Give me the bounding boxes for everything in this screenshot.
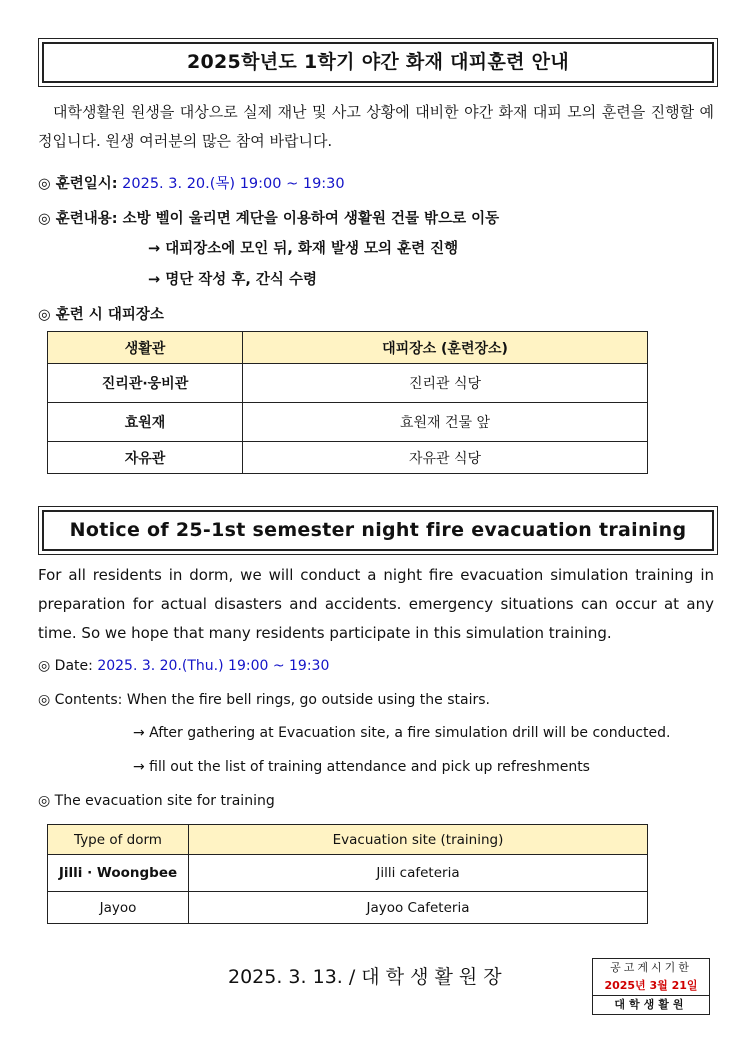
english-intro: For all residents in dorm, we will conduct a night fire evacuation simulation training in preparation for actual disasters and accidents. emergency situations can occur at any time. So we hope that many residents participate in this simulation training. <box>38 566 714 642</box>
table-header-cell: 생활관 <box>48 332 243 364</box>
table-cell: 자유관 <box>48 442 243 474</box>
table-cell: 진리관 식당 <box>243 364 648 403</box>
stamp-issuer: 대학생활원 <box>593 995 709 1014</box>
table-cell: 자유관 식당 <box>243 442 648 474</box>
table-header-row <box>48 332 648 364</box>
table-cell: 효원재 <box>48 403 243 442</box>
korean-content-1: 소방 벨이 울리면 계단을 이용하여 생활원 건물 밖으로 이동 <box>122 211 500 227</box>
footer-signature: 2025. 3. 13. / 대 학 생 활 원 장 <box>228 966 502 988</box>
english-content-1: When the fire bell rings, go outside using the stairs. <box>126 692 490 708</box>
korean-site-label: ◎ 훈련 시 대피장소 <box>38 307 164 323</box>
korean-content-3: → 명단 작성 후, 간식 수령 <box>148 272 317 288</box>
table-cell: Jayoo Cafeteria <box>189 892 648 924</box>
stamp-title: 공고게시기한 <box>610 961 692 974</box>
english-content-3: → fill out the list of training attendance and pick up refreshments <box>133 759 590 775</box>
korean-date-value: 2025. 3. 20.(목) 19:00 ~ 19:30 <box>122 176 345 192</box>
table-row <box>48 442 648 474</box>
korean-content-2: → 대피장소에 모인 뒤, 화재 발생 모의 훈련 진행 <box>148 241 459 257</box>
posting-period-stamp <box>592 958 710 1015</box>
english-content-2: → After gathering at Evacuation site, a fire simulation drill will be conducted. <box>133 725 671 741</box>
korean-intro: 대학생활원 원생을 대상으로 실제 재난 및 사고 상황에 대비한 야간 화재 대피 모의 훈련을 진행할 예정입니다. 원생 여러분의 많은 참여 바랍니다. <box>38 103 714 150</box>
korean-title-box <box>38 38 718 87</box>
table-header-cell: Type of dorm <box>48 825 189 855</box>
korean-evacuation-table <box>47 331 648 474</box>
english-content-label: ◎ Contents: <box>38 692 123 708</box>
table-cell: Jilli cafeteria <box>189 855 648 892</box>
table-row <box>48 364 648 403</box>
english-date-label: ◎ Date: <box>38 658 93 674</box>
table-row <box>48 892 648 924</box>
table-header-cell: 대피장소 (훈련장소) <box>243 332 648 364</box>
korean-date-line <box>38 172 345 193</box>
english-title-box <box>38 506 718 555</box>
table-cell: 효원재 건물 앞 <box>243 403 648 442</box>
stamp-date: 2025년 3월 21일 <box>604 979 698 992</box>
english-title: Notice of 25-1st semester night fire evacuation training <box>42 510 714 551</box>
table-cell: Jayoo <box>48 892 189 924</box>
korean-title: 2025학년도 1학기 야간 화재 대피훈련 안내 <box>42 42 714 83</box>
korean-date-label: ◎ 훈련일시: <box>38 176 118 192</box>
table-row <box>48 855 648 892</box>
table-header-cell: Evacuation site (training) <box>189 825 648 855</box>
english-date-value: 2025. 3. 20.(Thu.) 19:00 ~ 19:30 <box>97 658 330 674</box>
table-row <box>48 403 648 442</box>
table-header-row <box>48 825 648 855</box>
korean-content-line <box>38 207 499 228</box>
english-evacuation-table <box>47 824 648 924</box>
table-cell: 진리관·웅비관 <box>48 364 243 403</box>
english-content-line <box>38 692 490 708</box>
english-site-label: ◎ The evacuation site for training <box>38 793 275 809</box>
korean-content-label: ◎ 훈련내용: <box>38 211 118 227</box>
table-cell: Jilli · Woongbee <box>48 855 189 892</box>
english-date-line <box>38 658 329 674</box>
